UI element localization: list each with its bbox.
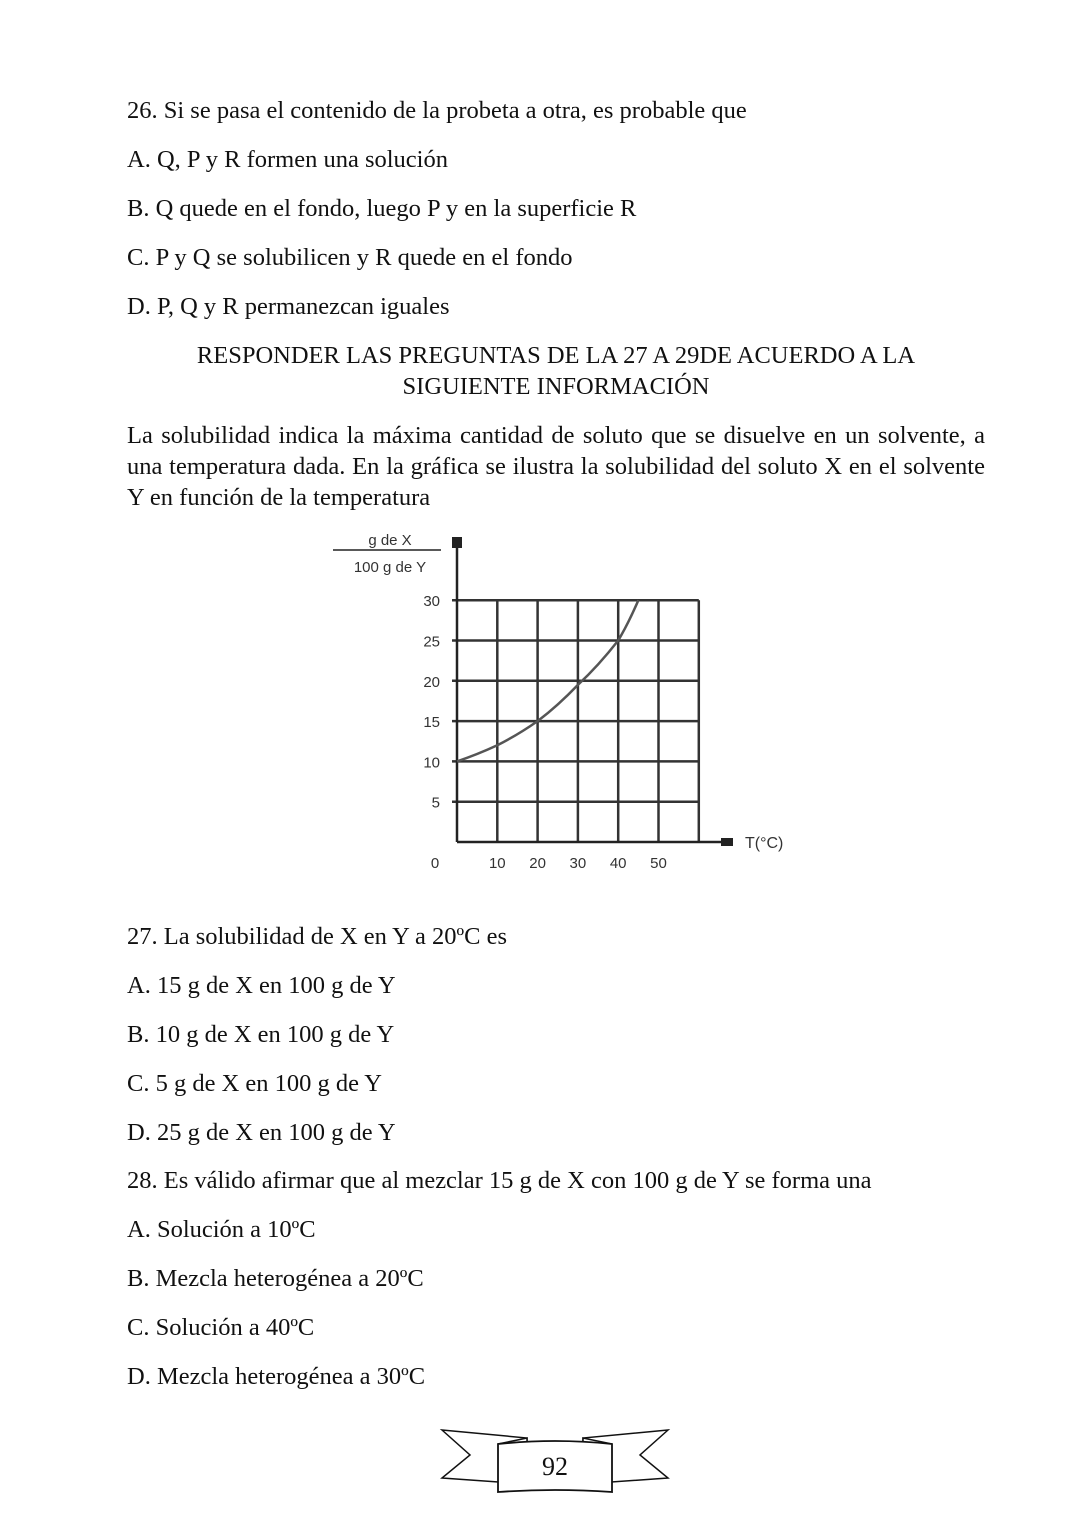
q27-option-b: B. 10 g de X en 100 g de Y	[127, 1021, 395, 1048]
x-tick-label: 10	[488, 855, 506, 872]
x-tick-label: 50	[650, 855, 667, 872]
y-label-numerator: g de X	[368, 532, 412, 549]
chart-grid	[452, 600, 699, 842]
y-tick-label: 10	[423, 754, 440, 772]
q28-option-a: A. Solución a 10ºC	[127, 1216, 316, 1243]
q27-option-a: A. 15 g de X en 100 g de Y	[127, 972, 396, 999]
q26-option-b: B. Q quede en el fondo, luego P y en la superficie R	[127, 195, 637, 222]
x-axis-arrow-icon	[721, 838, 733, 846]
question-27: 27. La solubilidad de X en Y a 20ºC es	[127, 923, 508, 950]
q27-option-d: D. 25 g de X en 100 g de Y	[127, 1119, 396, 1146]
y-axis-arrow-icon	[452, 537, 462, 548]
page-number: 92	[542, 1452, 568, 1481]
chart-tick-labels	[423, 593, 667, 872]
origin-label: 0	[430, 855, 440, 872]
y-tick-label: 25	[423, 633, 440, 651]
chart-axes	[452, 537, 733, 846]
q26-option-a: A. Q, P y R formen una solución	[127, 146, 448, 173]
q28-option-c: C. Solución a 40ºC	[127, 1314, 315, 1341]
q27-option-c: C. 5 g de X en 100 g de Y	[127, 1070, 382, 1097]
y-label-denominator: 100 g de Y	[353, 559, 427, 576]
y-tick-label: 30	[423, 593, 440, 611]
y-tick-label: 5	[431, 794, 440, 812]
q28-option-d: D. Mezcla heterogénea a 30ºC	[127, 1363, 426, 1390]
x-tick-label: 40	[609, 855, 627, 872]
section-heading-line1: RESPONDER LAS PREGUNTAS DE LA 27 A 29DE ACUERDO A LA	[196, 342, 916, 369]
y-tick-label: 20	[423, 673, 440, 691]
question-26: 26. Si se pasa el contenido de la probeta a otra, es probable que	[127, 97, 747, 124]
x-tick-label: 20	[529, 855, 546, 872]
x-axis-label: T(°C)	[745, 835, 784, 852]
question-28: 28. Es válido afirmar que al mezclar 15 g de X con 100 g de Y se forma una	[127, 1167, 872, 1194]
section-heading-line2: SIGUIENTE INFORMACIÓN	[402, 373, 710, 400]
intro-paragraph: La solubilidad indica la máxima cantidad de soluto que se disuelve en un solvente, a una temperatura dada. En la gráfica se ilustra la solubilidad del soluto X en el solvente Y en función de la temperatura	[127, 422, 985, 511]
q26-option-d: D. P, Q y R permanezcan iguales	[127, 293, 450, 320]
q28-option-b: B. Mezcla heterogénea a 20ºC	[127, 1265, 424, 1292]
q26-option-c: C. P y Q se solubilicen y R quede en el fondo	[127, 244, 573, 271]
y-tick-label: 15	[423, 714, 440, 732]
x-tick-label: 30	[569, 855, 587, 872]
